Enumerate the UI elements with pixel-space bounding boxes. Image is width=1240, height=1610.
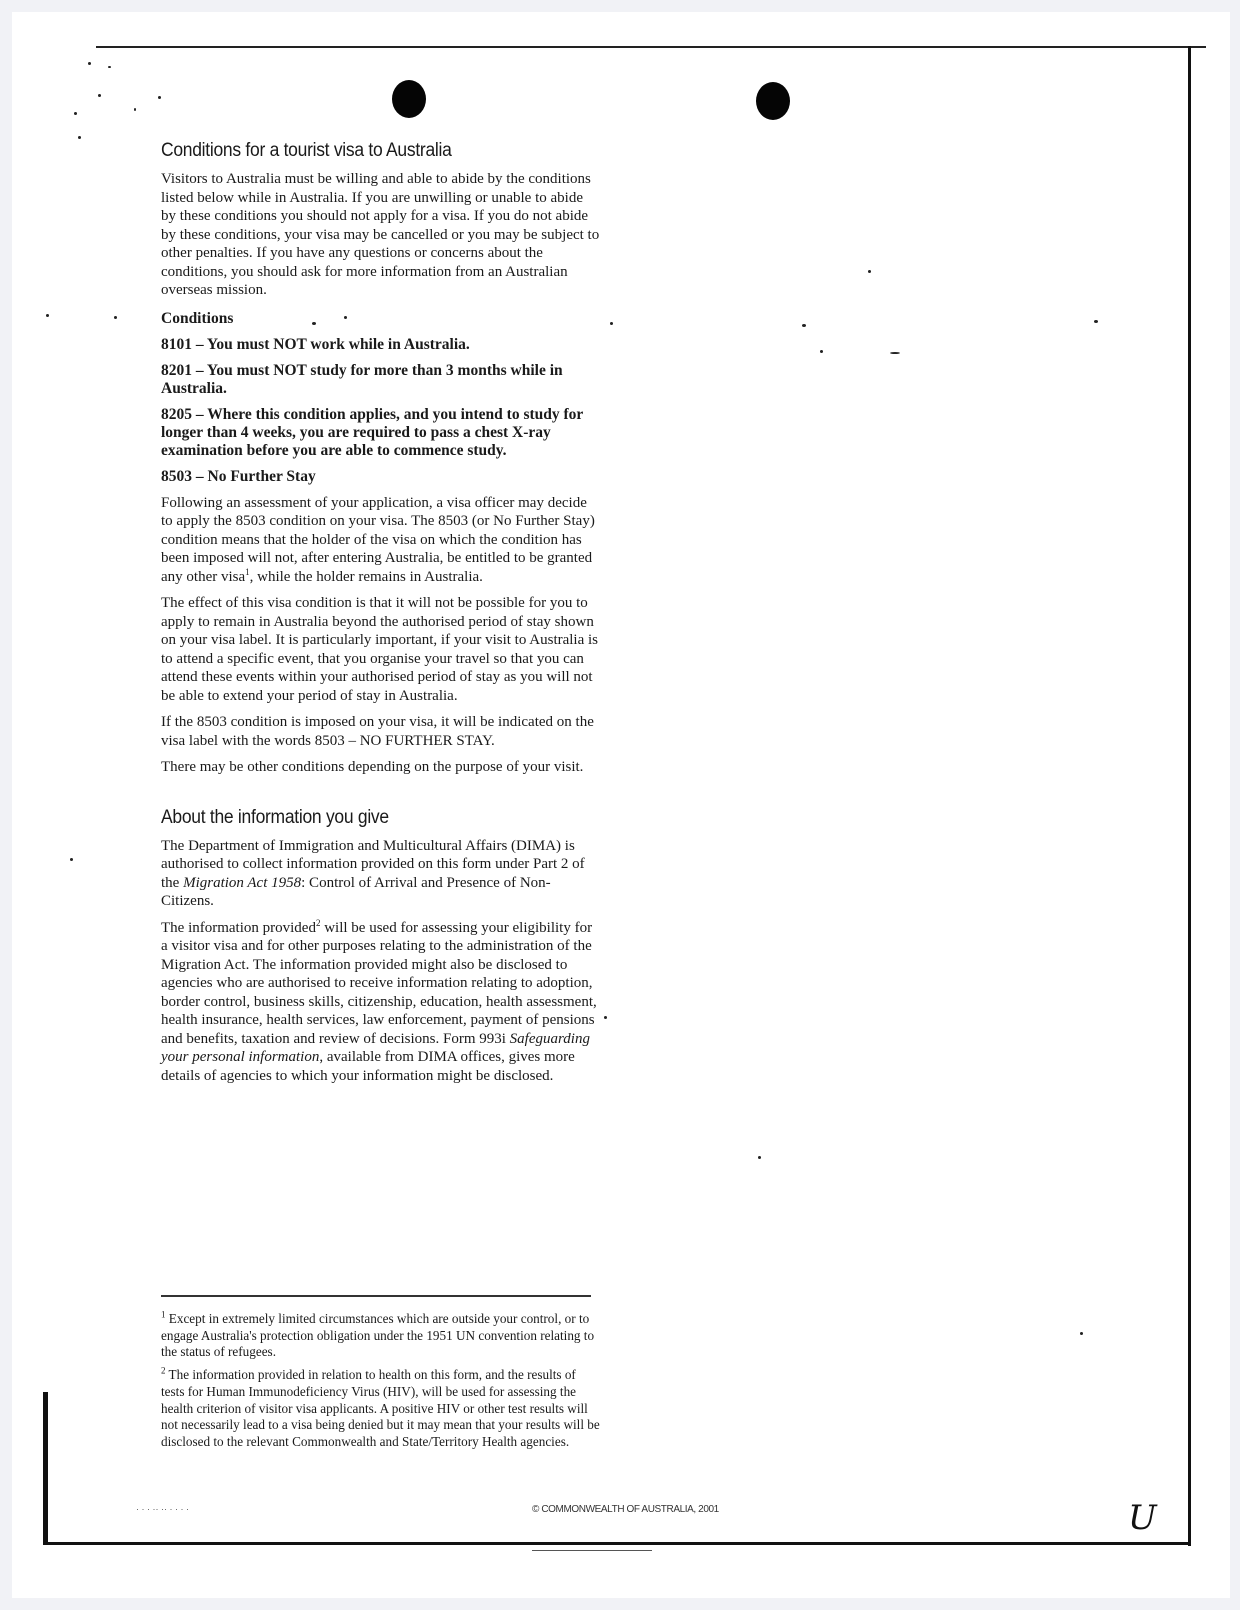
scan-speck xyxy=(820,350,823,353)
scan-speck xyxy=(108,66,111,68)
footnote-2 xyxy=(161,1367,601,1451)
footnote-divider xyxy=(161,1295,591,1297)
paragraph-text: , available from DIMA offices, gives more details of agencies to which your information might be disclosed. xyxy=(161,1049,575,1084)
scan-speck xyxy=(78,136,81,139)
form-title: Safeguarding your personal information xyxy=(161,1030,590,1065)
main-column xyxy=(161,140,601,1093)
footer-page-ref-illegible: · · · ·· ·· · · · · xyxy=(136,1504,189,1514)
paragraph-text: The information provided xyxy=(161,919,316,936)
scan-border-bottom-mark xyxy=(532,1550,652,1551)
footnote-text: The information provided in relation to health on this form, and the results of tests for Human Immunodeficiency Virus (HIV), will be used for assessing the health criterion of visitor visa applicants. A positive HIV or other test results will not necessarily lead to a visa being denied but it may mean that your results will be disclosed to the relevant Commonwealth and State/Territory Health agencies. xyxy=(161,1367,600,1449)
footnote-ref: 2 xyxy=(315,917,321,928)
scan-speck xyxy=(70,858,73,861)
scan-speck xyxy=(1080,1332,1083,1335)
condition-8503: 8503 – No Further Stay xyxy=(161,467,316,485)
paragraph-text: will be used for assessing your eligibility for a visitor visa and for other purposes relating to the administration of the Migration Act. The information provided might also be disclosed to agencies who are authorised to receive information relating to adoption, border control, business skills, citizenship, education, health assessment, health insurance, health services, law enforcement, payment of pensions and benefits, taxation and review of decisions. Form 993i xyxy=(161,919,597,1047)
scan-border-top xyxy=(96,46,1206,48)
act-name: Migration Act 1958 xyxy=(183,874,302,891)
scan-speck xyxy=(802,324,806,327)
punch-hole-left xyxy=(392,80,426,118)
paragraph-8503-label: If the 8503 condition is imposed on your visa, it will be indicated on the visa label with the words 8503 – NO FURTHER STAY. xyxy=(161,714,594,749)
scan-border-bottom xyxy=(43,1542,1191,1545)
paragraph-text: , while the holder remains in Australia. xyxy=(249,568,483,585)
scan-speck xyxy=(890,352,900,354)
scan-speck xyxy=(134,108,136,111)
scan-border-left xyxy=(43,1392,48,1542)
footnote-mark: 1 xyxy=(161,1309,166,1320)
scan-speck xyxy=(868,270,871,273)
scan-speck xyxy=(74,112,77,115)
punch-hole-right xyxy=(756,82,790,120)
scan-speck xyxy=(610,322,613,325)
footnotes xyxy=(161,1295,601,1457)
paragraph-text: The Department of Immigration and Multicultural Affairs (DIMA) is authorised to collect information provided on this form under Part 2 of the xyxy=(161,837,585,891)
scan-speck xyxy=(98,94,101,97)
paragraph-other-conditions: There may be other conditions depending on the purpose of your visit. xyxy=(161,759,584,775)
intro-paragraph: Visitors to Australia must be willing and able to abide by the conditions listed below while in Australia. If you are unwilling or unable to abide by these conditions you should not apply for a visa. If you do not abide by these conditions, your visa may be cancelled or you may be subject to other penalties. If you have any questions or concerns about the conditions, you should ask for more information from an Australian overseas mission. xyxy=(161,171,600,298)
condition-8101: 8101 – You must NOT work while in Australia. xyxy=(161,335,470,353)
condition-8205: 8205 – Where this condition applies, and you intend to study for longer than 4 weeks, you are required to pass a chest X-ray examination before you are able to commence study. xyxy=(161,405,584,459)
paragraph-8503-effect: The effect of this visa condition is that it will not be possible for you to apply to remain in Australia beyond the authorised period of stay shown on your visa label. It is particularly important, if your visit to Australia is to attend a specific event, that you organise your travel so that you can attend these events within your authorised period of stay as you will not be able to extend your period of stay in Australia. xyxy=(161,595,599,704)
scan-speck xyxy=(158,96,161,99)
scan-border-right xyxy=(1188,46,1191,1546)
footnote-ref: 1 xyxy=(245,566,250,577)
condition-8201: 8201 – You must NOT study for more than 3 months while in Australia. xyxy=(161,361,563,397)
paragraph-8503-assessment xyxy=(161,494,601,587)
scan-speck xyxy=(604,1016,607,1019)
footnote-text: Except in extremely limited circumstances which are outside your control, or to engage Australia's protection obligation under the 1951 UN convention relating to the status of refugees. xyxy=(161,1311,595,1360)
section-title-information: About the information you give xyxy=(161,806,389,828)
paragraph-text: : Control of Arrival and Presence of Non-Citizens. xyxy=(161,874,551,909)
scan-speck xyxy=(114,316,117,319)
scan-speck xyxy=(88,62,91,65)
footnote-1 xyxy=(161,1311,601,1361)
scan-speck xyxy=(1094,320,1098,323)
document-page xyxy=(12,12,1230,1598)
section-title-conditions: Conditions for a tourist visa to Australia xyxy=(161,140,452,161)
conditions-subheading: Conditions xyxy=(161,309,234,327)
scan-speck xyxy=(758,1156,761,1159)
handwritten-mark: U xyxy=(1128,1498,1157,1538)
paragraph-dima-authority xyxy=(161,837,601,911)
paragraph-information-use xyxy=(161,919,601,1086)
footnote-mark: 2 xyxy=(161,1365,166,1376)
footer-copyright: © COMMONWEALTH OF AUSTRALIA, 2001 xyxy=(532,1504,719,1515)
paragraph-text: Following an assessment of your application, a visa officer may decide to apply the 8503 condition on your visa. The 8503 (or No Further Stay) condition means that the holder of the visa on which the condition has been imposed will not, after entering Australia, be entitled to be granted any other visa xyxy=(161,494,595,585)
scan-speck xyxy=(46,314,49,317)
